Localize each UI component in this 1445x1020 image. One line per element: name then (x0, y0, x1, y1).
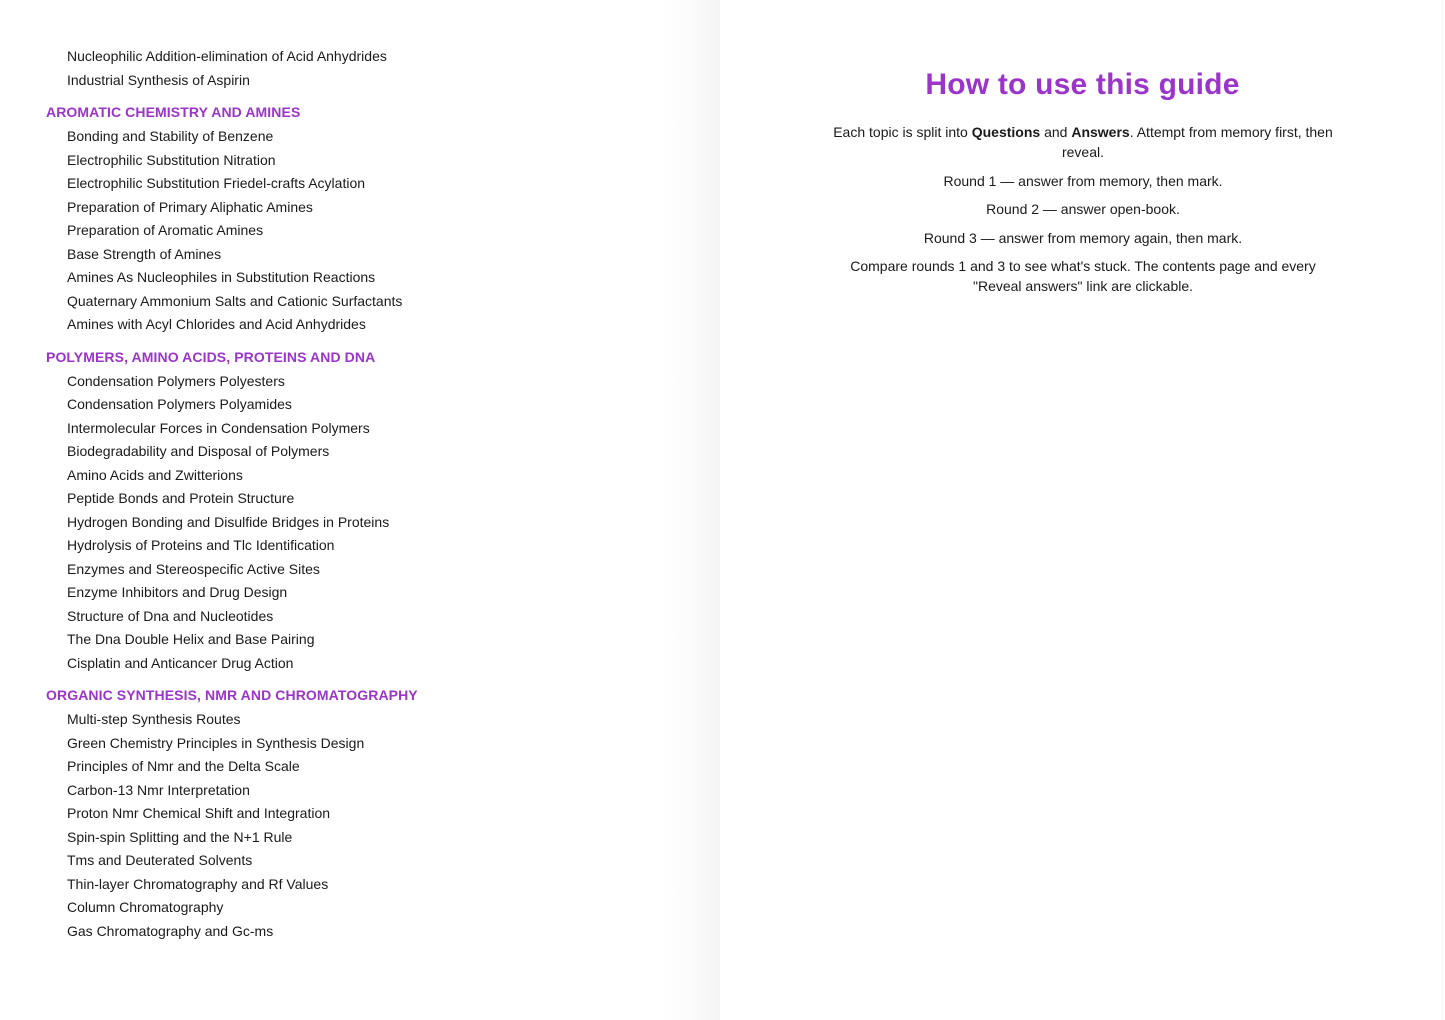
toc-link-biodegradability-and-disposal-of-polymers[interactable]: Biodegradability and Disposal of Polymers (67, 443, 330, 459)
page-edge-shadow (1441, 0, 1445, 1020)
toc-link-proton-nmr-chemical-shift-and-integration[interactable]: Proton Nmr Chemical Shift and Integration (67, 805, 331, 821)
toc-section-continued (46, 45, 646, 92)
toc-link-column-chromatography[interactable]: Column Chromatography (67, 899, 224, 915)
toc-link-carbon-13-nmr-interpretation[interactable]: Carbon-13 Nmr Interpretation (67, 781, 250, 798)
toc-link-hydrolysis-of-proteins-and-tlc-identification[interactable]: Hydrolysis of Proteins and Tlc Identification (67, 537, 335, 553)
toc-link-enzyme-inhibitors-and-drug-design[interactable]: Enzyme Inhibitors and Drug Design (67, 584, 288, 600)
intro-text-1: Each topic is split into (833, 124, 972, 140)
toc-link-nucleophilic-addition-elimination-of-acid-anhydrides[interactable]: Nucleophilic Addition-elimination of Acid Anhydrides (67, 48, 387, 64)
toc-link-cisplatin-and-anticancer-drug-action[interactable]: Cisplatin and Anticancer Drug Action (67, 654, 294, 671)
toc-link-amino-acids-and-zwitterions[interactable]: Amino Acids and Zwitterions (67, 466, 243, 483)
toc-section-heading: ORGANIC SYNTHESIS, NMR AND CHROMATOGRAPHY (46, 687, 418, 703)
toc-link-the-dna-double-helix-and-base-pairing[interactable]: The Dna Double Helix and Base Pairing (67, 631, 315, 647)
toc-section-polymers-amino-acids-proteins-and-dna (46, 346, 646, 676)
intro-text-2: and (1040, 124, 1072, 140)
toc-link-preparation-of-primary-aliphatic-amines[interactable]: Preparation of Primary Aliphatic Amines (67, 198, 313, 215)
table-of-contents (46, 45, 646, 943)
contents-page (0, 0, 720, 1020)
toc-link-bonding-and-stability-of-benzene[interactable]: Bonding and Stability of Benzene (67, 128, 274, 144)
toc-link-intermolecular-forces-in-condensation-polymers[interactable]: Intermolecular Forces in Condensation Polymers (67, 419, 370, 436)
guide-page (720, 0, 1445, 1020)
questions-bold: Questions (971, 124, 1041, 140)
round-2-instruction: Round 2 — answer open-book. (986, 201, 1180, 217)
toc-link-electrophilic-substitution-friedel-crafts-acylation[interactable]: Electrophilic Substitution Friedel-crafts Acylation (67, 175, 366, 191)
toc-link-enzymes-and-stereospecific-active-sites[interactable]: Enzymes and Stereospecific Active Sites (67, 560, 320, 577)
guide-closing-paragraph: Compare rounds 1 and 3 to see what's stuck. The contents page and every "Reveal answers" link are clickable. (850, 258, 1316, 294)
guide-title: How to use this guide (925, 68, 1240, 101)
toc-link-amines-with-acyl-chlorides-and-acid-anhydrides[interactable]: Amines with Acyl Chlorides and Acid Anhydrides (67, 316, 366, 332)
toc-link-green-chemistry-principles-in-synthesis-design[interactable]: Green Chemistry Principles in Synthesis Design (67, 734, 365, 751)
toc-section-heading: POLYMERS, AMINO ACIDS, PROTEINS AND DNA (46, 348, 376, 365)
toc-link-industrial-synthesis-of-aspirin[interactable]: Industrial Synthesis of Aspirin (67, 71, 250, 88)
toc-link-quaternary-ammonium-salts-and-cationic-surfactants[interactable]: Quaternary Ammonium Salts and Cationic Surfactants (67, 292, 403, 309)
toc-section-aromatic-chemistry-and-amines (46, 101, 646, 337)
toc-link-tms-and-deuterated-solvents[interactable]: Tms and Deuterated Solvents (67, 852, 253, 868)
toc-section-organic-synthesis-nmr-and-chromatography (46, 684, 646, 943)
toc-link-electrophilic-substitution-nitration[interactable]: Electrophilic Substitution Nitration (67, 151, 276, 168)
toc-link-thin-layer-chromatography-and-rf-values[interactable]: Thin-layer Chromatography and Rf Values (67, 875, 329, 892)
toc-link-structure-of-dna-and-nucleotides[interactable]: Structure of Dna and Nucleotides (67, 607, 274, 624)
toc-link-multi-step-synthesis-routes[interactable]: Multi-step Synthesis Routes (67, 711, 241, 727)
guide-intro-paragraph (828, 122, 1338, 162)
toc-link-principles-of-nmr-and-the-delta-scale[interactable]: Principles of Nmr and the Delta Scale (67, 758, 300, 774)
guide-instructions (828, 122, 1338, 305)
toc-link-base-strength-of-amines[interactable]: Base Strength of Amines (67, 245, 222, 262)
toc-link-peptide-bonds-and-protein-structure[interactable]: Peptide Bonds and Protein Structure (67, 490, 295, 506)
toc-section-heading: AROMATIC CHEMISTRY AND AMINES (46, 104, 301, 120)
round-1-instruction: Round 1 — answer from memory, then mark. (943, 172, 1223, 189)
toc-link-condensation-polymers-polyamides[interactable]: Condensation Polymers Polyamides (67, 396, 292, 412)
answers-bold: Answers (1071, 124, 1130, 140)
toc-link-amines-as-nucleophiles-in-substitution-reactions[interactable]: Amines As Nucleophiles in Substitution Reactions (67, 269, 376, 285)
intro-text-3: . Attempt from memory first, then reveal. (1061, 124, 1333, 160)
toc-link-hydrogen-bonding-and-disulfide-bridges-in-proteins[interactable]: Hydrogen Bonding and Disulfide Bridges in Proteins (67, 513, 390, 530)
toc-link-condensation-polymers-polyesters[interactable]: Condensation Polymers Polyesters (67, 372, 285, 389)
toc-link-gas-chromatography-and-gc-ms[interactable]: Gas Chromatography and Gc-ms (67, 922, 274, 939)
round-3-instruction: Round 3 — answer from memory again, then mark. (923, 229, 1243, 246)
toc-link-spin-spin-splitting-and-the-n-1-rule[interactable]: Spin-spin Splitting and the N+1 Rule (67, 828, 293, 845)
toc-link-preparation-of-aromatic-amines[interactable]: Preparation of Aromatic Amines (67, 222, 264, 238)
